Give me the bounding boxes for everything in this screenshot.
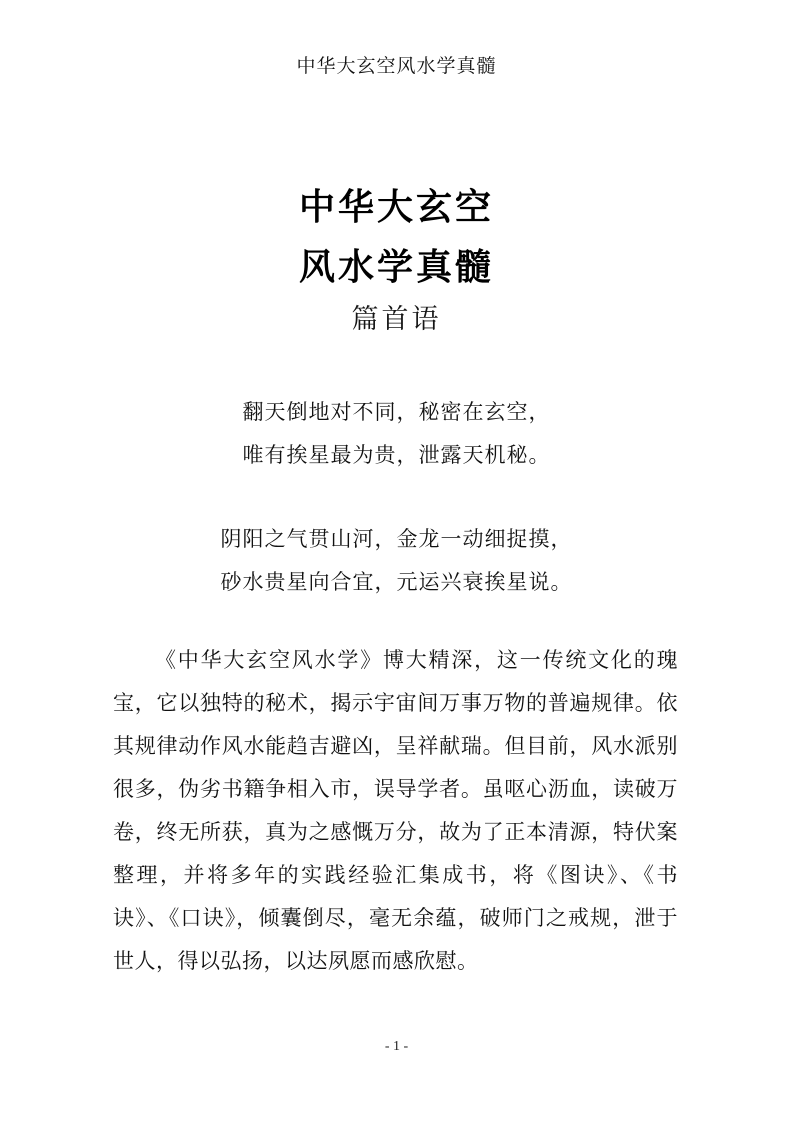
- verse-1-line-2: 唯有挨星最为贵，泄露天机秘。: [242, 443, 551, 467]
- verse-2-line-2: 砂水贵星向合宜，元运兴衰挨星说。: [220, 570, 573, 594]
- verse-block-1: [0, 391, 793, 477]
- document-subtitle: 篇首语: [351, 304, 442, 334]
- document-title-line-1: 中华大玄空: [298, 187, 494, 227]
- body-paragraph: 《中华大玄空风水学》博大精深，这一传统文化的瑰宝，它以独特的秘术，揭示宇宙间万事万物的普遍规律。依其规律动作风水能趋吉避凶，呈祥献瑞。但目前，风水派别很多，伪劣书籍争相入市，误导学者。虽呕心沥血，读破万卷，终无所获，真为之感慨万分，故为了正本清源，特伏案整理，并将多年的实践经验汇集成书，将《图诀》、《书诀》、《口诀》，倾囊倒尽，毫无余蕴，破师门之戒规，泄于世人，得以弘扬，以达夙愿而感欣慰。: [113, 648, 678, 973]
- verse-1-line-1: 翻天倒地对不同，秘密在玄空，: [242, 400, 551, 424]
- page-number: - 1 -: [384, 1039, 409, 1054]
- verse-block-2: [0, 518, 793, 604]
- document-title-line-2: 风水学真髓: [298, 247, 494, 287]
- running-header: 中华大玄空风水学真髓: [296, 56, 497, 77]
- verse-2-line-1: 阴阳之气贯山河，金龙一动细捉摸，: [220, 527, 573, 551]
- document-title: [0, 177, 793, 297]
